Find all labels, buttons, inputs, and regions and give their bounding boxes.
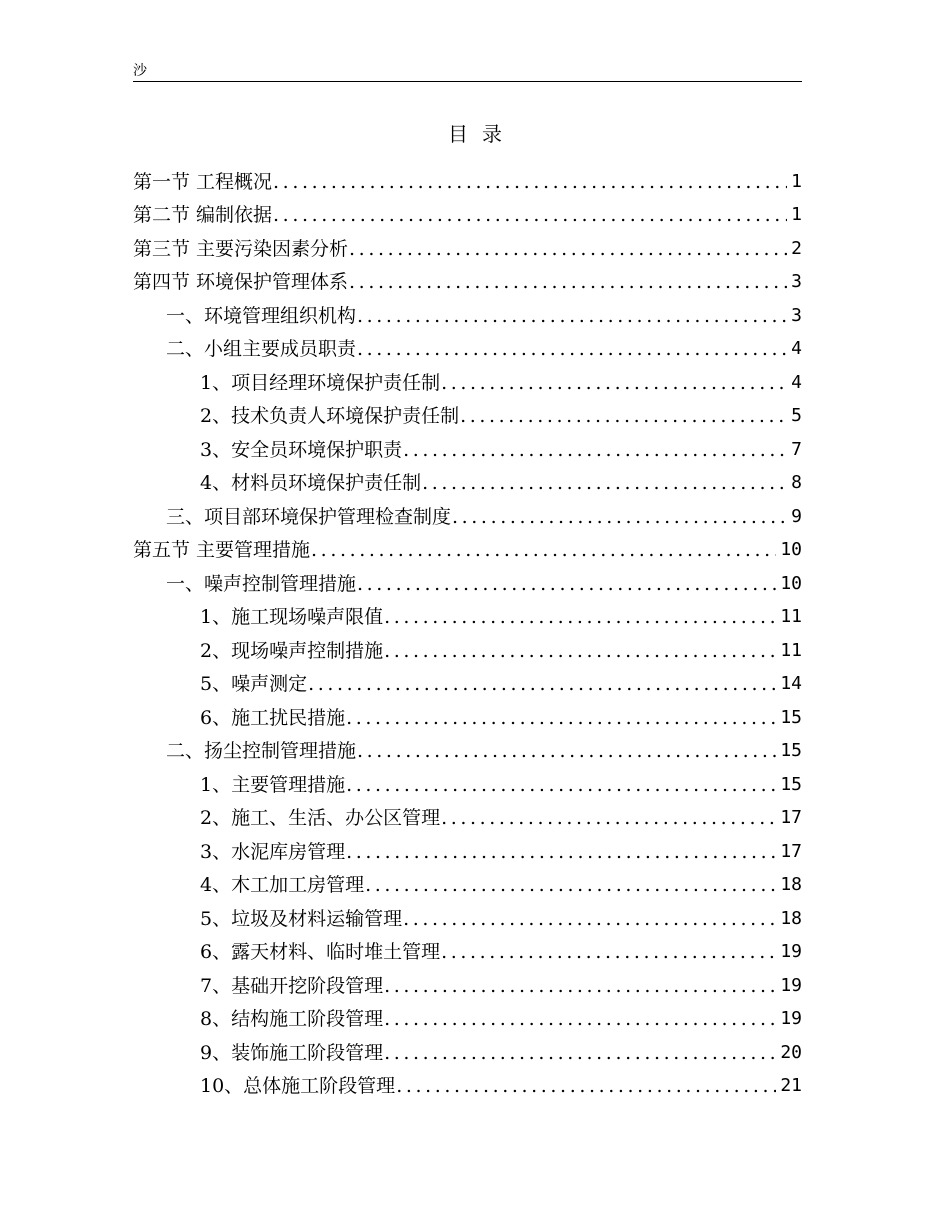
toc-entry[interactable] (133, 500, 802, 534)
dot-leader (346, 840, 776, 864)
toc-entry-label: 3、水泥库房管理 (200, 840, 346, 863)
toc-entry[interactable] (133, 299, 802, 333)
dot-leader (273, 203, 787, 227)
dot-leader (460, 404, 787, 428)
toc-entry[interactable] (133, 701, 802, 735)
dot-leader (422, 471, 787, 495)
toc-entry-label: 二、小组主要成员职责 (166, 338, 357, 361)
dot-leader (308, 672, 776, 696)
dot-leader (384, 974, 776, 998)
toc-entry-label: 6、施工扰民措施 (200, 706, 346, 729)
toc-entry[interactable] (133, 400, 802, 434)
toc-title: 目录 (448, 122, 516, 146)
running-header: 沙 (133, 63, 147, 79)
toc-entry-page-number: 14 (780, 673, 802, 695)
dot-leader (384, 1041, 776, 1065)
toc-entry[interactable] (133, 902, 802, 936)
toc-entry-label: 第二节 编制依据 (133, 204, 273, 227)
toc-entry-label: 第四节 环境保护管理体系 (133, 271, 349, 294)
toc-entry[interactable] (133, 567, 802, 601)
toc-entry-label: 3、安全员环境保护职责 (200, 438, 403, 461)
dot-leader (396, 1074, 776, 1098)
toc-entry-page-number: 15 (780, 773, 802, 795)
toc-entry-page-number: 8 (791, 472, 802, 494)
toc-entry[interactable] (133, 199, 802, 233)
dot-leader (346, 773, 776, 797)
toc-entry-page-number: 17 (780, 840, 802, 862)
toc-entry-page-number: 19 (780, 974, 802, 996)
toc-entry-label: 7、基础开挖阶段管理 (200, 974, 384, 997)
toc-entry-label: 1、项目经理环境保护责任制 (200, 371, 441, 394)
toc-entry[interactable] (133, 1003, 802, 1037)
header-divider (133, 81, 802, 82)
toc-entry-page-number: 1 (791, 170, 802, 192)
toc-entry-label: 2、现场噪声控制措施 (200, 639, 384, 662)
toc-entry[interactable] (133, 366, 802, 400)
dot-leader (384, 639, 776, 663)
toc-entry-page-number: 2 (791, 237, 802, 259)
toc-entry[interactable] (133, 869, 802, 903)
toc-entry-page-number: 5 (791, 405, 802, 427)
toc-entry[interactable] (133, 835, 802, 869)
dot-leader (349, 270, 787, 294)
toc-entry[interactable] (133, 467, 802, 501)
toc-entry-page-number: 18 (780, 907, 802, 929)
toc-entry-label: 10、总体施工阶段管理 (200, 1075, 396, 1098)
toc-entry-page-number: 10 (780, 539, 802, 561)
toc-entry[interactable] (133, 433, 802, 467)
toc-entry[interactable] (133, 232, 802, 266)
toc-entry[interactable] (133, 333, 802, 367)
toc-entry-page-number: 20 (780, 1041, 802, 1063)
toc-entry[interactable] (133, 936, 802, 970)
dot-leader (357, 337, 787, 361)
dot-leader (365, 873, 776, 897)
toc-entry-label: 9、装饰施工阶段管理 (200, 1041, 384, 1064)
toc-entry-page-number: 19 (780, 1008, 802, 1030)
toc-entry-page-number: 4 (791, 371, 802, 393)
toc-entry-page-number: 11 (780, 606, 802, 628)
dot-leader (403, 907, 776, 931)
toc-entry-label: 5、垃圾及材料运输管理 (200, 907, 403, 930)
toc-entry[interactable] (133, 802, 802, 836)
toc-entry[interactable] (133, 668, 802, 702)
toc-entry[interactable] (133, 1070, 802, 1104)
toc-entry-page-number: 11 (780, 639, 802, 661)
toc-entry[interactable] (133, 534, 802, 568)
toc-entry-page-number: 15 (780, 740, 802, 762)
toc-entry-page-number: 10 (780, 572, 802, 594)
toc-entry[interactable] (133, 969, 802, 1003)
toc-entry-label: 2、施工、生活、办公区管理 (200, 807, 441, 830)
toc-entry-page-number: 3 (791, 271, 802, 293)
toc-entry-label: 4、木工加工房管理 (200, 874, 365, 897)
dot-leader (384, 1007, 776, 1031)
toc-entry-label: 5、噪声测定 (200, 673, 308, 696)
dot-leader (349, 237, 787, 261)
toc-entry-label: 第五节 主要管理措施 (133, 539, 311, 562)
toc-entry-page-number: 21 (780, 1075, 802, 1097)
toc-entry-page-number: 18 (780, 874, 802, 896)
toc-entry-label: 8、结构施工阶段管理 (200, 1008, 384, 1031)
toc-entry-label: 一、噪声控制管理措施 (166, 572, 357, 595)
toc-entry-label: 一、环境管理组织机构 (166, 304, 357, 327)
toc-entry-label: 4、材料员环境保护责任制 (200, 472, 422, 495)
toc-entry-label: 三、项目部环境保护管理检查制度 (166, 505, 452, 528)
dot-leader (311, 538, 776, 562)
dot-leader (346, 706, 776, 730)
dot-leader (403, 438, 787, 462)
toc-entry-page-number: 15 (780, 706, 802, 728)
toc-entry[interactable] (133, 601, 802, 635)
toc-entry-page-number: 17 (780, 807, 802, 829)
toc-entry-label: 第一节 工程概况 (133, 170, 273, 193)
toc-entry-label: 2、技术负责人环境保护责任制 (200, 405, 460, 428)
toc-entry-label: 1、施工现场噪声限值 (200, 606, 384, 629)
table-of-contents (133, 165, 802, 1103)
dot-leader (441, 940, 776, 964)
dot-leader (452, 505, 787, 529)
dot-leader (273, 170, 787, 194)
toc-entry[interactable] (133, 768, 802, 802)
dot-leader (357, 572, 776, 596)
toc-entry[interactable] (133, 266, 802, 300)
dot-leader (357, 304, 787, 328)
toc-entry-page-number: 4 (791, 338, 802, 360)
toc-entry-page-number: 3 (791, 304, 802, 326)
dot-leader (441, 806, 776, 830)
toc-entry-page-number: 1 (791, 204, 802, 226)
dot-leader (441, 371, 787, 395)
toc-entry-page-number: 9 (791, 505, 802, 527)
toc-entry[interactable] (133, 165, 802, 199)
toc-entry-page-number: 19 (780, 941, 802, 963)
dot-leader (357, 739, 776, 763)
toc-entry-label: 二、扬尘控制管理措施 (166, 740, 357, 763)
dot-leader (384, 605, 776, 629)
toc-entry[interactable] (133, 634, 802, 668)
toc-entry[interactable] (133, 735, 802, 769)
toc-entry-label: 1、主要管理措施 (200, 773, 346, 796)
toc-entry-label: 第三节 主要污染因素分析 (133, 237, 349, 260)
toc-entry-label: 6、露天材料、临时堆土管理 (200, 941, 441, 964)
toc-entry-page-number: 7 (791, 438, 802, 460)
toc-entry[interactable] (133, 1036, 802, 1070)
